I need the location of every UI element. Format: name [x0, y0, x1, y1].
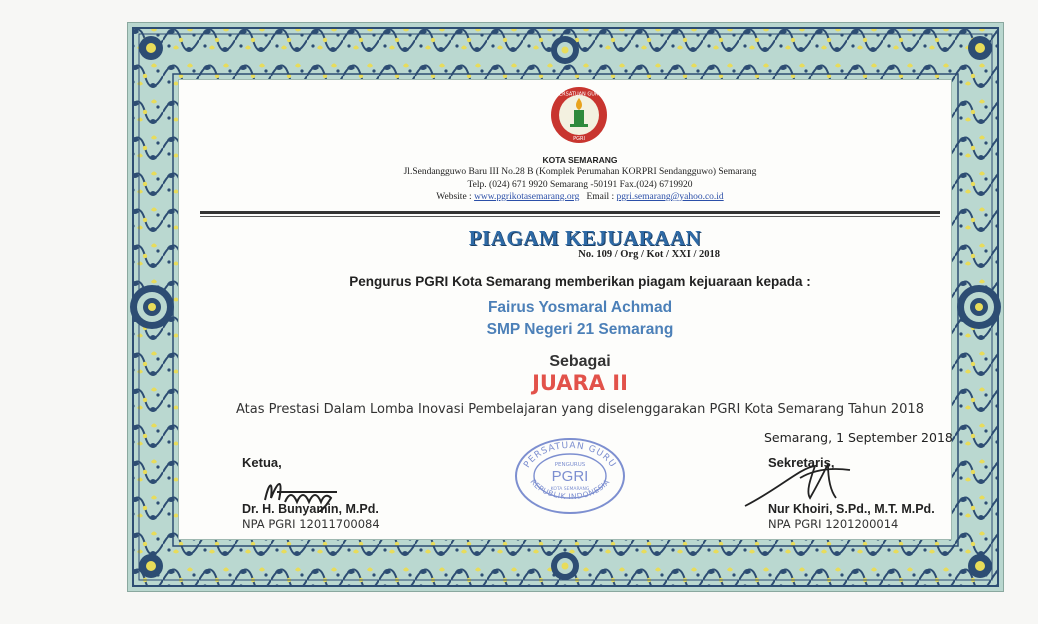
- email-link[interactable]: pgri.semarang@yahoo.co.id: [616, 192, 724, 202]
- chair-role: Ketua,: [242, 455, 282, 470]
- contact-line: [300, 191, 860, 204]
- rosette-left: [130, 285, 174, 329]
- website-label: Website :: [436, 192, 475, 202]
- certificate-title: PIAGAM KEJUARAAN: [468, 226, 702, 250]
- header-divider-thick: [200, 211, 940, 214]
- chair-npa: NPA PGRI 12011700084: [242, 517, 380, 531]
- address-line-2: Telp. (024) 671 9920 Semarang -50191 Fax.(024) 6719920: [467, 179, 693, 190]
- stamp-small-bottom: KOTA SEMARANG: [550, 487, 590, 492]
- stamp-ring-bottom: REPUBLIK INDONESIA: [528, 477, 612, 502]
- chair-name: Dr. H. Bunyamin, M.Pd.: [242, 502, 379, 516]
- certificate-intro: Pengurus PGRI Kota Semarang memberikan piagam kejuaraan kepada :: [349, 274, 811, 289]
- logo-text-top: PERSATUAN GURU: [555, 91, 603, 98]
- recipient-name: Fairus Yosmaral Achmad: [487, 299, 673, 316]
- secretary-name: Nur Khoiri, S.Pd., M.T. M.Pd.: [768, 502, 935, 516]
- header-divider-thin: [200, 216, 940, 217]
- award-title: JUARA II: [532, 371, 628, 395]
- rosette-bottom: [551, 552, 579, 580]
- logo-text-bottom: PGRI: [573, 136, 585, 142]
- as-label: Sebagai: [549, 353, 611, 370]
- award-description: Atas Prestasi Dalam Lomba Inovasi Pembelajaran yang diselenggarakan PGRI Kota Semarang Tahun 2018: [236, 402, 924, 417]
- city-label: KOTA SEMARANG: [542, 155, 618, 165]
- place-date: Semarang, 1 September 2018: [764, 430, 953, 445]
- stamp-main: PGRI: [551, 468, 589, 485]
- certificate-number: No. 109 / Org / Kot / XXI / 2018: [578, 249, 720, 260]
- secretary-role: Sekretaris,: [768, 455, 835, 470]
- rosette-right: [957, 285, 1001, 329]
- rosette-top: [551, 36, 579, 64]
- header-address: [300, 166, 860, 204]
- website-link[interactable]: www.pgrikotasemarang.org: [474, 192, 580, 202]
- recipient-school: SMP Negeri 21 Semarang: [486, 321, 674, 338]
- email-label: Email :: [586, 192, 617, 202]
- pgri-stamp-icon: [512, 436, 628, 516]
- stamp-ring-top: PERSATUAN GURU: [522, 440, 618, 470]
- pgri-logo-icon: [550, 86, 608, 144]
- secretary-npa: NPA PGRI 1201200014: [768, 517, 899, 531]
- stamp-small-top: PENGURUS: [554, 462, 586, 468]
- address-line-1: Jl.Sendangguwo Baru III No.28 B (Komplek Perumahan KORPRI Sendangguwo) Semarang: [403, 167, 757, 177]
